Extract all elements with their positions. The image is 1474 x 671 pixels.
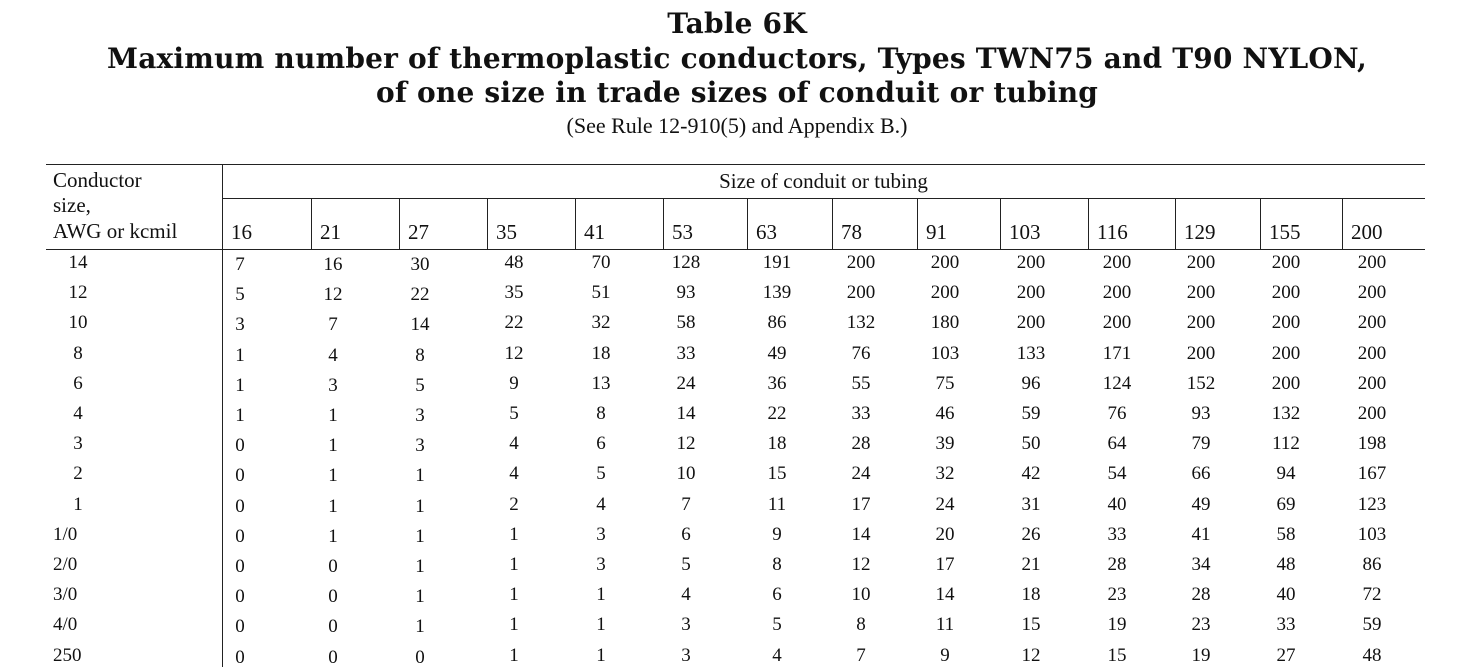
table-cell: 22 (767, 403, 787, 424)
column-header: 129 (1184, 220, 1216, 244)
table-cell: 1 (415, 616, 425, 638)
table-cell: 33 (1276, 614, 1296, 636)
table-cell: 28 (851, 433, 871, 455)
table-cell: 14 (410, 314, 430, 336)
row-size-label: 4 (73, 403, 83, 424)
table-cell: 13 (591, 372, 611, 394)
table-cell: 1 (328, 465, 338, 487)
table-cell: 59 (1362, 614, 1382, 636)
table-cell: 72 (1362, 584, 1382, 606)
column-header: 116 (1097, 220, 1128, 244)
column-separator (832, 198, 833, 249)
table-cell: 200 (1271, 282, 1301, 304)
table-cell: 200 (1102, 282, 1132, 304)
table-cell: 0 (235, 435, 245, 457)
column-header: 63 (756, 220, 777, 244)
table-cell: 1 (328, 525, 338, 547)
table-cell: 0 (328, 646, 338, 668)
table-cell: 33 (676, 342, 696, 364)
table-cell: 200 (1271, 342, 1301, 364)
table-cell: 4 (328, 344, 338, 366)
table-cell: 17 (851, 493, 871, 515)
table-cell: 70 (591, 252, 611, 273)
table-cell: 5 (596, 463, 606, 485)
table-top-rule (46, 164, 1425, 165)
table-cell: 39 (935, 433, 955, 455)
table-cell: 12 (851, 554, 871, 575)
table-cell: 64 (1107, 433, 1127, 455)
table-cell: 7 (681, 493, 691, 515)
table-cell: 12 (676, 433, 696, 455)
table-cell: 10 (851, 584, 871, 606)
table-cell: 54 (1107, 463, 1127, 485)
table-cell: 66 (1191, 463, 1211, 485)
table-cell: 1 (328, 495, 338, 517)
table-cell: 200 (1186, 252, 1216, 273)
table-cell: 1 (509, 584, 519, 606)
table-cell: 94 (1276, 463, 1296, 485)
row-size-label: 4/0 (53, 614, 78, 636)
row-size-label: 10 (68, 312, 88, 334)
table-cell: 55 (851, 372, 871, 394)
table-cell: 23 (1107, 584, 1127, 606)
table-cell: 200 (1271, 312, 1301, 334)
table-cell: 200 (1016, 252, 1046, 273)
table-cell: 32 (591, 312, 611, 334)
table-cell: 32 (935, 463, 955, 485)
table-cell: 152 (1186, 372, 1216, 394)
row-size-label: 2/0 (53, 554, 78, 575)
table-cell: 1 (596, 614, 606, 636)
table-cell: 3 (415, 405, 425, 426)
table-cell: 1 (415, 586, 425, 608)
group-header: Size of conduit or tubing (719, 169, 928, 193)
table-cell: 10 (676, 463, 696, 485)
table-cell: 123 (1357, 493, 1387, 515)
table-cell: 5 (415, 374, 425, 396)
table-cell: 124 (1102, 372, 1132, 394)
table-cell: 1 (509, 614, 519, 636)
table-cell: 6 (772, 584, 782, 606)
column-separator (575, 198, 576, 249)
table-cell: 6 (681, 523, 691, 545)
table-cell: 26 (1021, 523, 1041, 545)
document-subheading: (See Rule 12-910(5) and Appendix B.) (566, 113, 908, 138)
table-cell: 0 (235, 616, 245, 638)
table-cell: 18 (1021, 584, 1041, 606)
column-separator (917, 198, 918, 249)
table-cell: 1 (415, 556, 425, 577)
table-cell: 0 (235, 646, 245, 668)
table-cell: 200 (1271, 372, 1301, 394)
table-cell: 4 (772, 644, 782, 666)
table-cell: 93 (676, 282, 696, 304)
table-cell: 200 (846, 282, 876, 304)
table-cell: 1 (596, 644, 606, 666)
column-separator (311, 198, 312, 249)
document-heading-line2: of one size in trade sizes of conduit or tubing (375, 76, 1099, 109)
table-cell: 15 (1107, 644, 1127, 666)
table-cell: 8 (772, 554, 782, 575)
column-header: 155 (1269, 220, 1301, 244)
row-header-label: size, (53, 193, 91, 217)
table-cell: 3 (681, 614, 691, 636)
table-cell: 200 (1186, 282, 1216, 304)
table-cell: 0 (328, 586, 338, 608)
table-cell: 21 (1021, 554, 1041, 575)
table-cell: 200 (1186, 312, 1216, 334)
table-cell: 51 (591, 282, 611, 304)
table-cell: 3 (328, 374, 338, 396)
table-cell: 1 (235, 344, 245, 366)
document-heading-line1: Maximum number of thermoplastic conductors, Types TWN75 and T90 NYLON, (107, 42, 1367, 75)
table-cell: 0 (415, 646, 425, 668)
table-cell: 76 (851, 342, 871, 364)
table-cell: 14 (676, 403, 696, 424)
row-size-label: 1/0 (53, 523, 78, 545)
table-cell: 14 (935, 584, 955, 606)
table-cell: 24 (851, 463, 871, 485)
table-cell: 93 (1191, 403, 1211, 424)
table-cell: 42 (1021, 463, 1041, 485)
table-cell: 76 (1107, 403, 1127, 424)
table-cell: 200 (1357, 252, 1387, 273)
table-cell: 40 (1276, 584, 1296, 606)
table-cell: 112 (1272, 433, 1300, 455)
table-cell: 35 (504, 282, 524, 304)
table-cell: 139 (762, 282, 792, 304)
row-size-label: 3 (73, 433, 83, 455)
table-cell: 1 (235, 374, 245, 396)
table-cell: 49 (767, 342, 787, 364)
column-separator (747, 198, 748, 249)
table-cell: 1 (509, 523, 519, 545)
table-cell: 3 (596, 523, 606, 545)
row-header-label: AWG or kcmil (53, 219, 178, 243)
table-cell: 200 (1102, 312, 1132, 334)
table-cell: 4 (681, 584, 691, 606)
table-cell: 24 (935, 493, 955, 515)
table-cell: 41 (1191, 523, 1211, 545)
column-separator (487, 198, 488, 249)
table-cell: 191 (762, 252, 792, 273)
table-cell: 48 (504, 252, 524, 273)
table-cell: 3 (596, 554, 606, 575)
table-cell: 5 (772, 614, 782, 636)
column-separator (1088, 198, 1089, 249)
table-cell: 12 (323, 284, 343, 306)
group-header-rule (222, 198, 1425, 199)
row-size-label: 1 (73, 493, 83, 515)
table-cell: 8 (596, 403, 606, 424)
table-cell: 7 (235, 254, 245, 275)
table-cell: 200 (1357, 282, 1387, 304)
table-cell: 12 (1021, 644, 1041, 666)
table-cell: 1 (509, 644, 519, 666)
table-cell: 1 (509, 554, 519, 575)
table-cell: 8 (415, 344, 425, 366)
table-cell: 79 (1191, 433, 1211, 455)
row-header-label: Conductor (53, 168, 142, 192)
table-cell: 59 (1021, 403, 1041, 424)
table-cell: 1 (328, 405, 338, 426)
table-cell: 40 (1107, 493, 1127, 515)
column-header: 41 (584, 220, 605, 244)
table-cell: 15 (767, 463, 787, 485)
table-cell: 7 (328, 314, 338, 336)
table-cell: 200 (930, 282, 960, 304)
table-cell: 50 (1021, 433, 1041, 455)
table-cell: 1 (415, 465, 425, 487)
table-cell: 12 (504, 342, 524, 364)
table-cell: 200 (1357, 403, 1387, 424)
table-cell: 48 (1362, 644, 1382, 666)
table-cell: 2 (509, 493, 519, 515)
table-cell: 0 (328, 616, 338, 638)
column-header: 103 (1009, 220, 1041, 244)
table-cell: 1 (596, 584, 606, 606)
table-cell: 103 (930, 342, 960, 364)
table-cell: 1 (235, 405, 245, 426)
table-cell: 1 (328, 435, 338, 457)
table-cell: 4 (596, 493, 606, 515)
column-separator (663, 198, 664, 249)
table-cell: 167 (1357, 463, 1387, 485)
column-header: 78 (841, 220, 862, 244)
table-cell: 128 (671, 252, 701, 273)
table-cell: 1 (415, 525, 425, 547)
table-cell: 18 (591, 342, 611, 364)
table-cell: 36 (767, 372, 787, 394)
table-cell: 200 (1016, 282, 1046, 304)
document-title: Table 6K (667, 7, 807, 40)
table-cell: 198 (1357, 433, 1387, 455)
table-cell: 9 (509, 372, 519, 394)
table-cell: 9 (772, 523, 782, 545)
table-cell: 180 (930, 312, 960, 334)
table-cell: 3 (415, 435, 425, 457)
table-cell: 103 (1357, 523, 1387, 545)
table-cell: 22 (504, 312, 524, 334)
column-separator (399, 198, 400, 249)
column-separator (1175, 198, 1176, 249)
table-cell: 4 (509, 433, 519, 455)
table-cell: 200 (1357, 372, 1387, 394)
table-cell: 33 (1107, 523, 1127, 545)
table-cell: 19 (1191, 644, 1211, 666)
table-cell: 11 (767, 493, 787, 515)
table-cell: 69 (1276, 493, 1296, 515)
table-cell: 200 (846, 252, 876, 273)
table-cell: 0 (235, 525, 245, 547)
table-cell: 200 (1271, 252, 1301, 273)
table-cell: 17 (935, 554, 955, 575)
table-cell: 0 (235, 556, 245, 577)
table-cell: 49 (1191, 493, 1211, 515)
table-cell: 200 (1016, 312, 1046, 334)
table-cell: 3 (235, 314, 245, 336)
table-cell: 28 (1107, 554, 1127, 575)
table-cell: 86 (1362, 554, 1382, 575)
table-cell: 30 (410, 254, 430, 275)
table-cell: 16 (323, 254, 343, 275)
table-cell: 20 (935, 523, 955, 545)
table-cell: 1 (415, 495, 425, 517)
column-header: 35 (496, 220, 517, 244)
table-cell: 58 (676, 312, 696, 334)
column-header: 53 (672, 220, 693, 244)
table-cell: 34 (1191, 554, 1211, 575)
column-header: 91 (926, 220, 947, 244)
table-cell: 3 (681, 644, 691, 666)
table-cell: 86 (767, 312, 787, 334)
table-cell: 132 (846, 312, 876, 334)
table-cell: 0 (235, 465, 245, 487)
table-cell: 31 (1021, 493, 1041, 515)
table-cell: 5 (509, 403, 519, 424)
row-size-label: 3/0 (53, 584, 78, 606)
table-cell: 4 (509, 463, 519, 485)
table-cell: 0 (235, 586, 245, 608)
table-cell: 5 (681, 554, 691, 575)
table-cell: 28 (1191, 584, 1211, 606)
table-cell: 15 (1021, 614, 1041, 636)
table-cell: 46 (935, 403, 955, 424)
table-cell: 7 (856, 644, 866, 666)
table-cell: 14 (851, 523, 871, 545)
table-cell: 200 (1102, 252, 1132, 273)
table-cell: 8 (856, 614, 866, 636)
table-cell: 171 (1102, 342, 1132, 364)
table-cell: 200 (1186, 342, 1216, 364)
row-size-label: 6 (73, 372, 83, 394)
table-cell: 18 (767, 433, 787, 455)
table-cell: 27 (1276, 644, 1296, 666)
table-cell: 33 (851, 403, 871, 424)
row-size-label: 12 (68, 282, 88, 304)
table-cell: 133 (1016, 342, 1046, 364)
row-size-label: 14 (68, 252, 88, 273)
table-cell: 75 (935, 372, 955, 394)
column-header: 16 (231, 220, 252, 244)
table-cell: 200 (930, 252, 960, 273)
column-separator (1000, 198, 1001, 249)
column-header: 200 (1351, 220, 1383, 244)
table-cell: 200 (1357, 312, 1387, 334)
table-cell: 22 (410, 284, 430, 306)
table-cell: 6 (596, 433, 606, 455)
table-cell: 58 (1276, 523, 1296, 545)
table-cell: 132 (1271, 403, 1301, 424)
table-cell: 11 (935, 614, 955, 636)
table-cell: 24 (676, 372, 696, 394)
table-cell: 23 (1191, 614, 1211, 636)
row-size-label: 250 (53, 644, 82, 666)
table-cell: 96 (1021, 372, 1041, 394)
row-size-label: 8 (73, 342, 83, 364)
table-cell: 5 (235, 284, 245, 306)
table-cell: 19 (1107, 614, 1127, 636)
table-cell: 200 (1357, 342, 1387, 364)
table-cell: 0 (235, 495, 245, 517)
column-separator (1260, 198, 1261, 249)
column-header: 27 (408, 220, 429, 244)
column-separator (1342, 198, 1343, 249)
table-cell: 48 (1276, 554, 1296, 575)
table-cell: 9 (940, 644, 950, 666)
column-header: 21 (320, 220, 341, 244)
table-cell: 0 (328, 556, 338, 577)
row-size-label: 2 (73, 463, 83, 485)
